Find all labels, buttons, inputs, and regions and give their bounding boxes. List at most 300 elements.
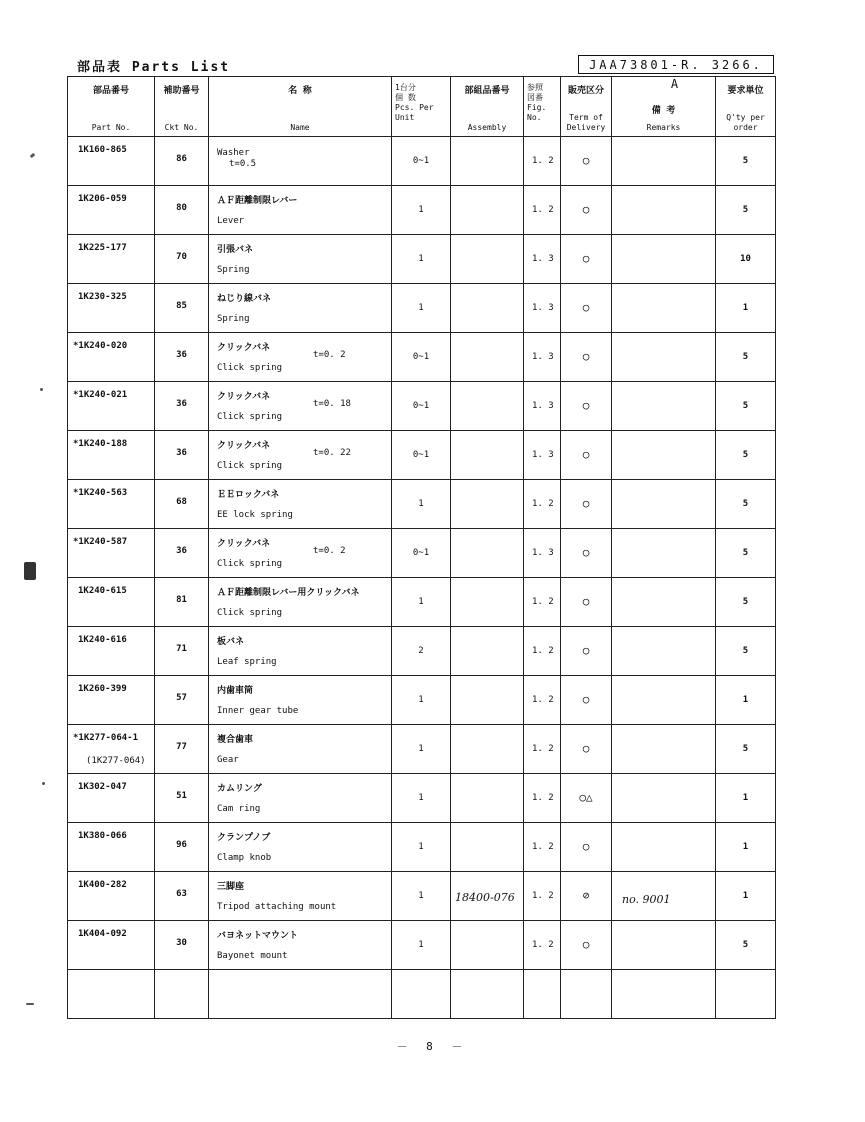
ckt-no-cell [155,627,209,676]
name-japanese: 板バネ [217,637,245,647]
remarks-cell [612,578,716,627]
part-no-cell [68,284,155,333]
part-number: 1K160-865 [78,145,127,155]
fig-number: 1. 3 [532,450,554,460]
qty-per-order: 5 [742,940,749,950]
ckt-no-cell [155,774,209,823]
qty-cell [716,529,776,578]
part-number: 1K404-092 [78,929,127,939]
table-row [68,284,776,333]
punch-hole-mark [24,562,36,580]
assembly-cell [451,235,524,284]
ckt-no-cell [155,823,209,872]
name-english: Click spring [217,559,283,569]
name-english: EE lock spring [217,510,293,520]
part-number: 1K206-059 [78,194,127,204]
pcs-cell [392,921,451,970]
scan-mark [42,782,45,785]
pcs-cell [392,872,451,921]
fig-cell [524,431,561,480]
qty-per-order: 5 [742,205,749,215]
qty-per-order: 5 [742,499,749,509]
table-row [68,235,776,284]
fig-cell [524,137,561,186]
qty-cell [716,627,776,676]
assembly-cell [451,627,524,676]
assembly-cell [451,823,524,872]
spec-thickness: t=0. 2 [313,350,346,360]
part-no-cell [68,431,155,480]
assembly-cell [451,529,524,578]
name-japanese: ねじり線バネ [217,294,272,304]
fig-number: 1. 2 [532,891,554,901]
remarks-cell [612,137,716,186]
fig-number: 1. 2 [532,156,554,166]
term-cell [561,137,612,186]
col-name: 名 称 Name [209,77,392,137]
qty-cell [716,676,776,725]
qty-cell [716,235,776,284]
term-of-delivery: ○ [582,301,590,314]
term-cell [561,676,612,725]
pcs-per-unit: 0~1 [412,548,430,558]
term-cell [561,431,612,480]
pcs-cell [392,529,451,578]
part-number: 1K260-399 [78,684,127,694]
remarks-cell [612,186,716,235]
pcs-per-unit: 1 [418,793,424,803]
ckt-number: 63 [176,889,187,899]
fig-number: 1. 3 [532,352,554,362]
ckt-number: 77 [176,742,187,752]
qty-cell [716,333,776,382]
fig-cell [524,333,561,382]
name-japanese: バヨネットマウント [217,931,299,941]
term-of-delivery: ○ [582,742,590,755]
term-of-delivery: ○ [582,448,590,461]
part-number: *1K240-021 [73,390,128,400]
table-row [68,529,776,578]
term-cell [561,823,612,872]
ckt-no-cell [155,872,209,921]
term-cell [561,725,612,774]
term-cell [561,774,612,823]
pcs-cell [392,725,451,774]
pcs-per-unit: 1 [418,205,424,215]
remarks-cell [612,921,716,970]
term-of-delivery: ○ [582,252,590,265]
pcs-cell [392,431,451,480]
pcs-per-unit: 1 [418,744,424,754]
qty-per-order: 1 [742,793,749,803]
term-cell [561,578,612,627]
qty-per-order: 5 [742,597,749,607]
pcs-per-unit: 1 [418,499,424,509]
name-japanese: クリックバネ [217,539,271,549]
qty-cell [716,872,776,921]
remarks-cell [612,627,716,676]
fig-number: 1. 3 [532,254,554,264]
fig-cell [524,823,561,872]
pcs-cell [392,676,451,725]
part-no-cell [68,480,155,529]
assembly-cell [451,480,524,529]
part-number: 1K302-047 [78,782,127,792]
fig-cell [524,235,561,284]
table-row [68,480,776,529]
term-cell [561,627,612,676]
assembly-cell [451,578,524,627]
assembly-cell [451,921,524,970]
name-cell [209,872,392,921]
assembly-cell [451,284,524,333]
scan-mark [40,388,43,391]
pcs-cell [392,774,451,823]
name-cell [209,725,392,774]
name-japanese: ＥＥロックバネ [217,490,280,500]
pcs-cell [392,333,451,382]
name-english: Click spring [217,363,283,373]
pcs-cell [392,627,451,676]
part-number: *1K240-188 [73,439,128,449]
ckt-number: 36 [176,448,187,458]
name-english: Washer [217,148,250,158]
col-remarks: 備 考 Remarks [612,77,716,137]
term-cell [561,284,612,333]
name-japanese: クリックバネ [217,343,271,353]
table-row [68,578,776,627]
pcs-per-unit: 2 [418,646,424,656]
scan-mark [26,1003,34,1005]
ckt-no-cell [155,676,209,725]
name-japanese: 内歯車筒 [217,686,254,696]
part-number: 1K380-066 [78,831,127,841]
col-ckt-no: 補助番号 Ckt No. [155,77,209,137]
pcs-cell [392,235,451,284]
fig-cell [524,725,561,774]
qty-cell [716,774,776,823]
name-english: Clamp knob [217,853,272,863]
ckt-no-cell [155,284,209,333]
spec-thickness: t=0. 18 [313,399,351,409]
name-japanese: カムリング [217,784,262,794]
ckt-no-cell [155,431,209,480]
fig-cell [524,529,561,578]
term-of-delivery: ○ [582,546,590,559]
fig-number: 1. 2 [532,793,554,803]
qty-cell [716,284,776,333]
fig-cell [524,774,561,823]
spec-thickness: t=0.5 [229,159,257,169]
pcs-cell [392,284,451,333]
part-no-cell [68,186,155,235]
term-of-delivery: ○ [582,693,590,706]
part-no-cell [68,774,155,823]
fig-cell [524,186,561,235]
name-cell [209,627,392,676]
qty-per-order: 5 [742,401,749,411]
name-english: Click spring [217,608,283,618]
name-english: Spring [217,314,250,324]
ckt-no-cell [155,725,209,774]
term-of-delivery: ○ [582,203,590,216]
qty-cell [716,480,776,529]
page-number: － 8 － [396,1040,469,1053]
name-japanese: クランプノブ [217,833,271,843]
assembly-cell [451,137,524,186]
pcs-cell [392,382,451,431]
pcs-per-unit: 1 [418,940,424,950]
name-cell [209,578,392,627]
term-of-delivery: ○ [582,595,590,608]
table-row [68,382,776,431]
ckt-number: 81 [176,595,187,605]
col-qty-per-order: 要求単位 Q'ty per order [716,77,776,137]
fig-cell [524,872,561,921]
part-number: *1K277-064-1 [73,733,139,743]
parts-list-title: 部品表 Parts List [77,60,231,75]
remarks-cell [612,480,716,529]
qty-cell [716,186,776,235]
part-no-cell [68,235,155,284]
pcs-per-unit: 0~1 [412,450,430,460]
remarks-cell [612,823,716,872]
assembly-cell [451,382,524,431]
table-row [68,333,776,382]
name-japanese: 複合歯車 [217,735,254,745]
part-number: *1K240-563 [73,488,128,498]
ckt-no-cell [155,480,209,529]
pcs-cell [392,186,451,235]
pcs-per-unit: 1 [418,254,424,264]
ckt-number: 86 [176,154,187,164]
table-row [68,725,776,774]
remarks-text: no. 9001 [622,893,671,906]
ckt-number: 85 [176,301,187,311]
col-fig-no: 参照 図番 Fig. No. [524,77,561,137]
qty-per-order: 5 [742,156,749,166]
term-cell [561,186,612,235]
fig-number: 1. 3 [532,401,554,411]
remarks-cell [612,872,716,921]
name-english: Click spring [217,461,283,471]
parts-table [67,76,776,1019]
fig-number: 1. 2 [532,205,554,215]
table-row [68,627,776,676]
name-english: Cam ring [217,804,261,814]
qty-cell [716,382,776,431]
qty-per-order: 1 [742,842,749,852]
assembly-cell [451,333,524,382]
fig-number: 1. 3 [532,548,554,558]
ckt-no-cell [155,921,209,970]
fig-cell [524,676,561,725]
name-cell [209,382,392,431]
assembly-cell [451,774,524,823]
name-cell [209,774,392,823]
name-japanese: クリックバネ [217,441,271,451]
alt-part-number: (1K277-064) [86,756,146,766]
table-header-row [68,77,776,137]
ckt-number: 96 [176,840,187,850]
qty-per-order: 1 [742,891,749,901]
name-japanese: ＡＦ距離制限レバー [217,196,298,206]
spec-thickness: t=0. 2 [313,546,346,556]
part-no-cell [68,627,155,676]
name-english: Tripod attaching mount [217,902,337,912]
ckt-no-cell [155,333,209,382]
fig-cell [524,382,561,431]
assembly-cell [451,676,524,725]
qty-per-order: 5 [742,450,749,460]
qty-per-order: 10 [740,254,751,264]
ckt-number: 36 [176,399,187,409]
remarks-cell [612,676,716,725]
ckt-number: 80 [176,203,187,213]
fig-number: 1. 2 [532,646,554,656]
name-english: Gear [217,755,239,765]
name-japanese: ＡＦ距離制限レバー用クリックバネ [217,588,360,598]
fig-number: 1. 2 [532,597,554,607]
ckt-number: 57 [176,693,187,703]
remarks-cell [612,725,716,774]
name-cell [209,676,392,725]
assembly-cell [451,872,524,921]
table-row [68,774,776,823]
part-no-cell [68,137,155,186]
name-english: Lever [217,216,245,226]
ckt-no-cell [155,186,209,235]
pcs-per-unit: 1 [418,597,424,607]
part-number: *1K240-020 [73,341,128,351]
ckt-number: 36 [176,350,187,360]
part-number: 1K230-325 [78,292,127,302]
fig-number: 1. 2 [532,842,554,852]
part-no-cell [68,578,155,627]
pcs-per-unit: 1 [418,891,424,901]
name-cell [209,529,392,578]
name-english: Click spring [217,412,283,422]
part-no-cell [68,333,155,382]
assembly-cell [451,186,524,235]
pcs-per-unit: 0~1 [412,156,430,166]
part-number: 1K400-282 [78,880,127,890]
empty-row [68,970,776,1019]
name-english: Leaf spring [217,657,277,667]
name-japanese: クリックバネ [217,392,271,402]
term-of-delivery: ○ [582,154,590,167]
term-cell [561,480,612,529]
pcs-per-unit: 1 [418,695,424,705]
qty-cell [716,431,776,480]
name-japanese: 引張バネ [217,245,254,255]
term-of-delivery: ○ [582,644,590,657]
fig-cell [524,480,561,529]
part-no-cell [68,382,155,431]
document-code: JAA73801-R. 3266. A [578,55,774,74]
ckt-no-cell [155,235,209,284]
remarks-cell [612,284,716,333]
name-cell [209,333,392,382]
pcs-per-unit: 1 [418,842,424,852]
name-english: Inner gear tube [217,706,299,716]
part-no-cell [68,921,155,970]
ckt-no-cell [155,137,209,186]
fig-cell [524,578,561,627]
name-cell [209,235,392,284]
table-row [68,137,776,186]
assembly-number: 18400-076 [455,891,515,904]
qty-per-order: 5 [742,646,749,656]
term-cell [561,235,612,284]
part-no-cell [68,872,155,921]
fig-cell [524,284,561,333]
qty-cell [716,921,776,970]
part-number: 1K240-616 [78,635,127,645]
name-english: Bayonet mount [217,951,288,961]
pcs-cell [392,137,451,186]
name-english: Spring [217,265,250,275]
assembly-cell [451,725,524,774]
fig-number: 1. 2 [532,744,554,754]
ckt-number: 70 [176,252,187,262]
scan-mark [30,153,36,159]
name-cell [209,137,392,186]
pcs-cell [392,578,451,627]
fig-number: 1. 3 [532,303,554,313]
term-cell [561,382,612,431]
spec-thickness: t=0. 22 [313,448,351,458]
ckt-number: 36 [176,546,187,556]
term-of-delivery: ○ [582,497,590,510]
table-row [68,676,776,725]
pcs-per-unit: 1 [418,303,424,313]
term-of-delivery: ⊘ [582,889,590,902]
ckt-number: 68 [176,497,187,507]
qty-cell [716,725,776,774]
ckt-no-cell [155,578,209,627]
qty-cell [716,823,776,872]
pcs-cell [392,823,451,872]
col-part-no: 部品番号 Part No. [68,77,155,137]
fig-number: 1. 2 [532,940,554,950]
col-term-of-delivery: 販売区分 Term of Delivery [561,77,612,137]
pcs-cell [392,480,451,529]
part-number: 1K225-177 [78,243,127,253]
part-number: 1K240-615 [78,586,127,596]
term-of-delivery: ○ [582,399,590,412]
ckt-number: 71 [176,644,187,654]
part-no-cell [68,529,155,578]
term-cell [561,872,612,921]
ckt-number: 30 [176,938,187,948]
assembly-cell [451,431,524,480]
remarks-cell [612,235,716,284]
qty-per-order: 5 [742,352,749,362]
qty-cell [716,137,776,186]
term-cell [561,921,612,970]
remarks-cell [612,382,716,431]
remarks-cell [612,431,716,480]
term-of-delivery: ○△ [579,791,593,804]
name-cell [209,284,392,333]
qty-per-order: 5 [742,548,749,558]
name-cell [209,186,392,235]
term-cell [561,333,612,382]
fig-cell [524,627,561,676]
qty-cell [716,578,776,627]
name-cell [209,431,392,480]
